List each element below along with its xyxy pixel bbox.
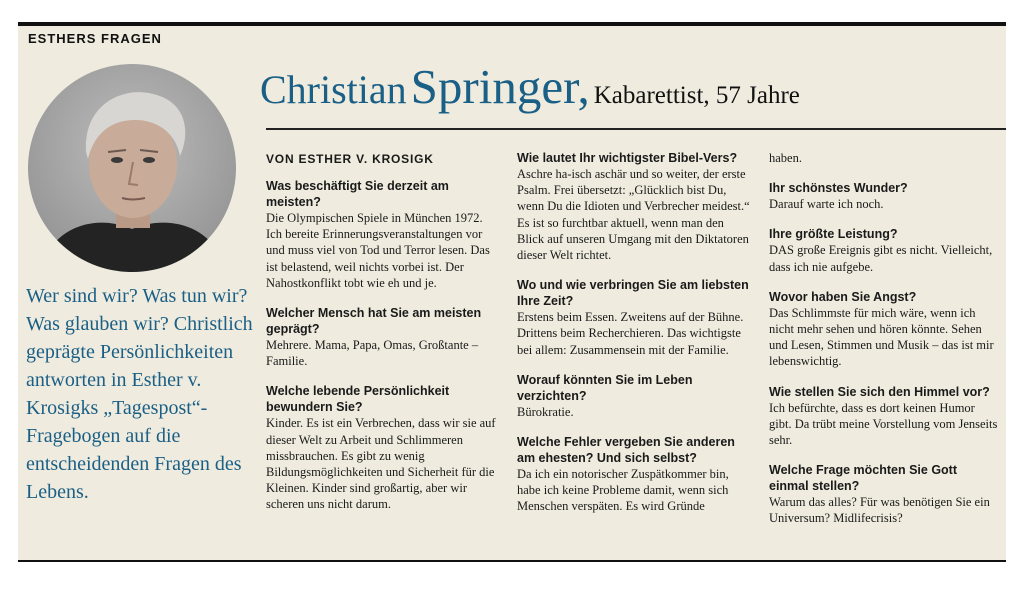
answer: Aschre ha-isch aschär und so weiter, der erste Psalm. Frei übersetzt: „Glücklich bist Du, wenn Du die Idioten und Verbrecher meidest.“ Es ist so furchtbar aktuell, wenn man den Blick auf unseren Umgang mit den Diktatoren dieser Welt richtet. — [517, 167, 750, 263]
headline-rule — [266, 128, 1006, 130]
question: Wovor haben Sie Angst? — [769, 289, 917, 304]
question: Welche lebende Persönlichkeit bewundern Sie? — [266, 384, 450, 415]
question: Welche Fehler vergeben Sie anderen am ehesten? Und sich selbst? — [517, 435, 735, 466]
column-1 — [266, 150, 500, 527]
answer: Da ich ein notorischer Zuspätkommer bin, habe ich keine Probleme damit, wenn sich Menschen verspäten. Es wird Gründe — [517, 467, 729, 514]
byline: VON ESTHER V. KROSIGK — [266, 152, 434, 166]
intro-text: Wer sind wir? Was tun wir? Was glauben wir? Christlich geprägte Persönlichkeiten antworten in Esther v. Krosigks „Tagespost“-Fragebogen auf die entscheidenden Fragen des Lebens. — [26, 285, 253, 503]
top-rule — [18, 22, 1006, 26]
answer: Kinder. Es ist ein Verbrechen, dass wir sie auf dieser Welt zu Arbeit und Schlimmeren missbrauchen. Es gibt zu wenig Bildungsmöglichkeiten und Sicherheit für die Kleinen. Kinder sind großartig, aber wir scheren uns nicht darum. — [266, 416, 496, 512]
answer: Warum das alles? Für was benötigen Sie ein Universum? Midlifecrisis? — [769, 495, 990, 526]
answer-continuation: haben. — [769, 151, 802, 165]
portrait-photo — [28, 64, 236, 272]
answer: Mehrere. Mama, Papa, Omas, Großtante – Familie. — [266, 338, 479, 369]
column-2 — [517, 150, 751, 529]
question: Was beschäftigt Sie derzeit am meisten? — [266, 179, 449, 209]
question: Ihr schönstes Wunder? — [769, 181, 908, 196]
question: Welche Frage möchten Sie Gott einmal stellen? — [769, 463, 958, 494]
bottom-rule — [18, 560, 1006, 562]
question: Worauf könnten Sie im Leben verzichten? — [517, 372, 693, 403]
headline-first-name: Christian — [260, 67, 407, 112]
question: Wie stellen Sie sich den Himmel vor? — [769, 384, 990, 399]
answer: Das Schlimmste für mich wäre, wenn ich nicht mehr sehen und hören könnte. Sehen und Lesen, Stimmen und Musik – das ist mir lebenswichtig. — [769, 305, 994, 369]
question: Welcher Mensch hat Sie am meisten geprägt? — [266, 306, 482, 337]
question: Wie lautet Ihr wichtigster Bibel-Vers? — [517, 151, 738, 165]
headline-last-name: Springer, — [410, 59, 590, 114]
answer: Die Olympischen Spiele in München 1972. Ich bereite Erinnerungsveranstaltungen vor und muss viel von Tod und Terror lesen. Das ist belastend, weil nichts vorbei ist. Der Nahostkonflikt tobt wie eh und je. — [266, 211, 490, 290]
column-3 — [769, 150, 999, 541]
answer: Bürokratie. — [517, 404, 574, 419]
headline-subtitle: Kabarettist, 57 Jahre — [593, 82, 800, 109]
answer: Darauf warte ich noch. — [769, 197, 884, 212]
question: Wo und wie verbringen Sie am liebsten Ihre Zeit? — [517, 278, 749, 309]
question: Ihre größte Leistung? — [769, 227, 898, 242]
answer: Ich befürchte, dass es dort keinen Humor gibt. Da trübt meine Vorstellung vom Jenseits sehr. — [769, 400, 998, 448]
section-label: ESTHERS FRAGEN — [28, 31, 162, 46]
answer: DAS große Ereignis gibt es nicht. Vielleicht, dass ich nie aufgebe. — [769, 243, 993, 274]
headline — [260, 58, 800, 115]
answer: Erstens beim Essen. Zweitens auf der Bühne. Drittens beim Recherchieren. Das wichtigste bei allem: Zusammensein mit der Familie. — [517, 310, 744, 357]
